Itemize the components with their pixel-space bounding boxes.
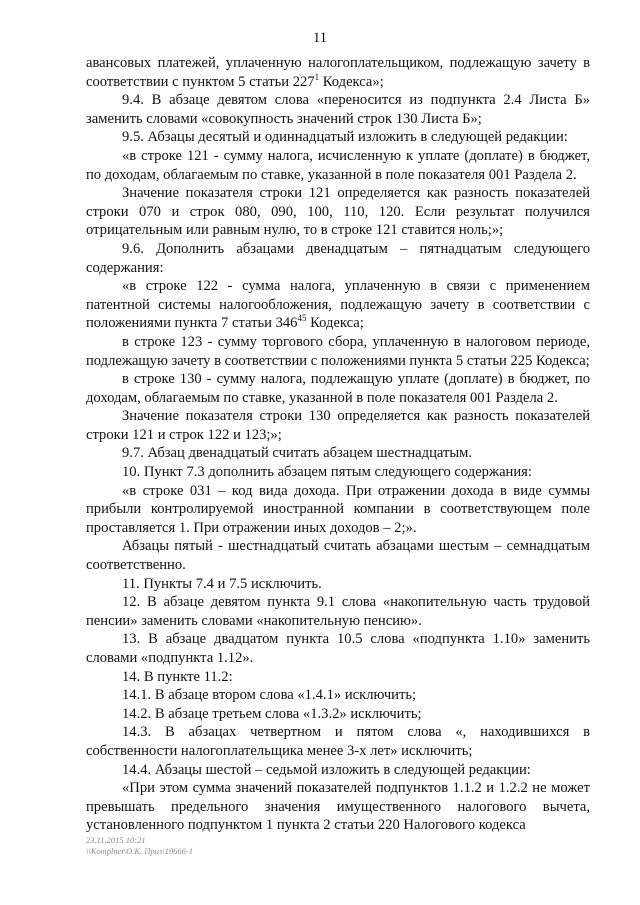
paragraph bbox=[86, 277, 590, 333]
paragraph bbox=[86, 761, 590, 780]
paragraph bbox=[86, 723, 590, 760]
paragraph-text: в строке 130 - сумму налога, подлежащую уплате (доплате) в бюджет, по доходам, облагаемым по ставке, указанной в поле показателя 001 Раздела 2. bbox=[86, 371, 590, 406]
paragraph bbox=[86, 537, 590, 574]
paragraph-text: 12. В абзаце девятом пункта 9.1 слова «накопительную часть трудовой пенсии» заменить словами «накопительную пенсию». bbox=[86, 594, 590, 629]
paragraph bbox=[86, 240, 590, 277]
paragraph-text: 10. Пункт 7.3 дополнить абзацем пятым следующего содержания: bbox=[122, 464, 532, 481]
paragraph-text: 9.4. В абзаце девятом слова «переносится из подпункта 2.4 Листа Б» заменить словами «совокупность значений строк 130 Листа Б»; bbox=[86, 92, 590, 127]
superscript: 1 bbox=[314, 71, 320, 82]
paragraph-text: Кодекса; bbox=[306, 315, 364, 332]
paragraph bbox=[86, 333, 590, 370]
page-number: 11 bbox=[313, 30, 327, 46]
paragraph-text: Значение показателя строки 130 определяется как разность показателей строки 121 и строк 122 и 123;»; bbox=[86, 408, 590, 443]
paragraph bbox=[86, 575, 590, 594]
paragraph bbox=[86, 370, 590, 407]
paragraph-text: 9.7. Абзац двенадцатый считать абзацем шестнадцатым. bbox=[122, 445, 473, 462]
paragraph bbox=[86, 407, 590, 444]
document-body bbox=[86, 54, 590, 835]
paragraph bbox=[86, 444, 590, 463]
paragraph-text: 9.6. Дополнить абзацами двенадцатым – пятнадцатым следующего содержания: bbox=[86, 240, 590, 276]
paragraph bbox=[86, 593, 590, 630]
paragraph bbox=[86, 463, 590, 482]
footer-file-path: \\Komplnet\О.К. Приз\19666-1 bbox=[86, 846, 193, 856]
paragraph bbox=[86, 54, 590, 91]
paragraph-text: 14.3. В абзацах четвертном и пятом слова «, находившихся в собственности налогоплательщика менее 3-х лет» исключить; bbox=[86, 724, 590, 759]
paragraph-text: Значение показателя строки 121 определяется как разность показателей строки 070 и строк 080, 090, 100, 110, 120. Если результат получился отрицательным или равным нулю, то в строке 121 ставится ноль;»; bbox=[86, 185, 590, 239]
paragraph bbox=[86, 705, 590, 724]
paragraph bbox=[86, 184, 590, 240]
paragraph-text: 11. Пункты 7.4 и 7.5 исключить. bbox=[122, 575, 322, 592]
paragraph-text: «При этом сумма значений показателей подпунктов 1.1.2 и 1.2.2 не может превышать предельного значения имущественного налогового вычета, установленного подпунктом 1 пункта 2 статьи 220 Налогового кодекса bbox=[86, 780, 590, 834]
paragraph bbox=[86, 91, 590, 128]
paragraph-text: 14.4. Абзацы шестой – седьмой изложить в следующей редакции: bbox=[122, 761, 531, 778]
paragraph-text: «в строке 031 – код вида дохода. При отражении дохода в виде суммы прибыли контролируемой иностранной компании в соответствующем поле проставляется 1. При отражении иных доходов – 2;». bbox=[86, 482, 590, 536]
paragraph-text: 14.2. В абзаце третьем слова «1.3.2» исключить; bbox=[122, 705, 422, 722]
paragraph bbox=[86, 779, 590, 835]
paragraph-text: Кодекса»; bbox=[319, 73, 384, 90]
document-footer bbox=[86, 835, 193, 857]
paragraph bbox=[86, 686, 590, 705]
paragraph bbox=[86, 147, 590, 184]
paragraph-text: Абзацы пятый - шестнадцатый считать абзацами шестым – семнадцатым соответственно. bbox=[86, 538, 590, 574]
superscript: 45 bbox=[297, 313, 307, 324]
paragraph-text: 14. В пункте 11.2: bbox=[122, 668, 233, 685]
paragraph-text: 14.1. В абзаце втором слова «1.4.1» исключить; bbox=[122, 687, 417, 704]
paragraph-text: 9.5. Абзацы десятый и одиннадцатый изложить в следующей редакции: bbox=[122, 129, 568, 146]
paragraph bbox=[86, 630, 590, 667]
paragraph bbox=[86, 482, 590, 538]
paragraph bbox=[86, 128, 590, 147]
footer-timestamp: 23.11.2015 10:21 bbox=[86, 835, 146, 845]
paragraph bbox=[86, 668, 590, 687]
paragraph-text: 13. В абзаце двадцатом пункта 10.5 слова «подпункта 1.10» заменить словами «подпункта 1.12». bbox=[86, 631, 590, 666]
paragraph-text: «в строке 121 - сумму налога, исчисленную к уплате (доплате) в бюджет, по доходам, облагаемым по ставке, указанной в поле показателя 001 Раздела 2. bbox=[86, 147, 590, 183]
paragraph-text: авансовых платежей, уплаченную налогоплательщиком, подлежащую зачету в соответствии с пунктом 5 статьи 227 bbox=[86, 55, 590, 90]
paragraph-text: «в строке 122 - сумма налога, уплаченную в связи с применением патентной системы налогообложения, подлежащую зачету в соответствии с положениями пункта 7 статьи 346 bbox=[86, 278, 590, 332]
paragraph-text: в строке 123 - сумму торгового сбора, уплаченную в налоговом периоде, подлежащую зачету в соответствии с положениями пункта 5 статьи 225 Кодекса; bbox=[86, 333, 590, 369]
